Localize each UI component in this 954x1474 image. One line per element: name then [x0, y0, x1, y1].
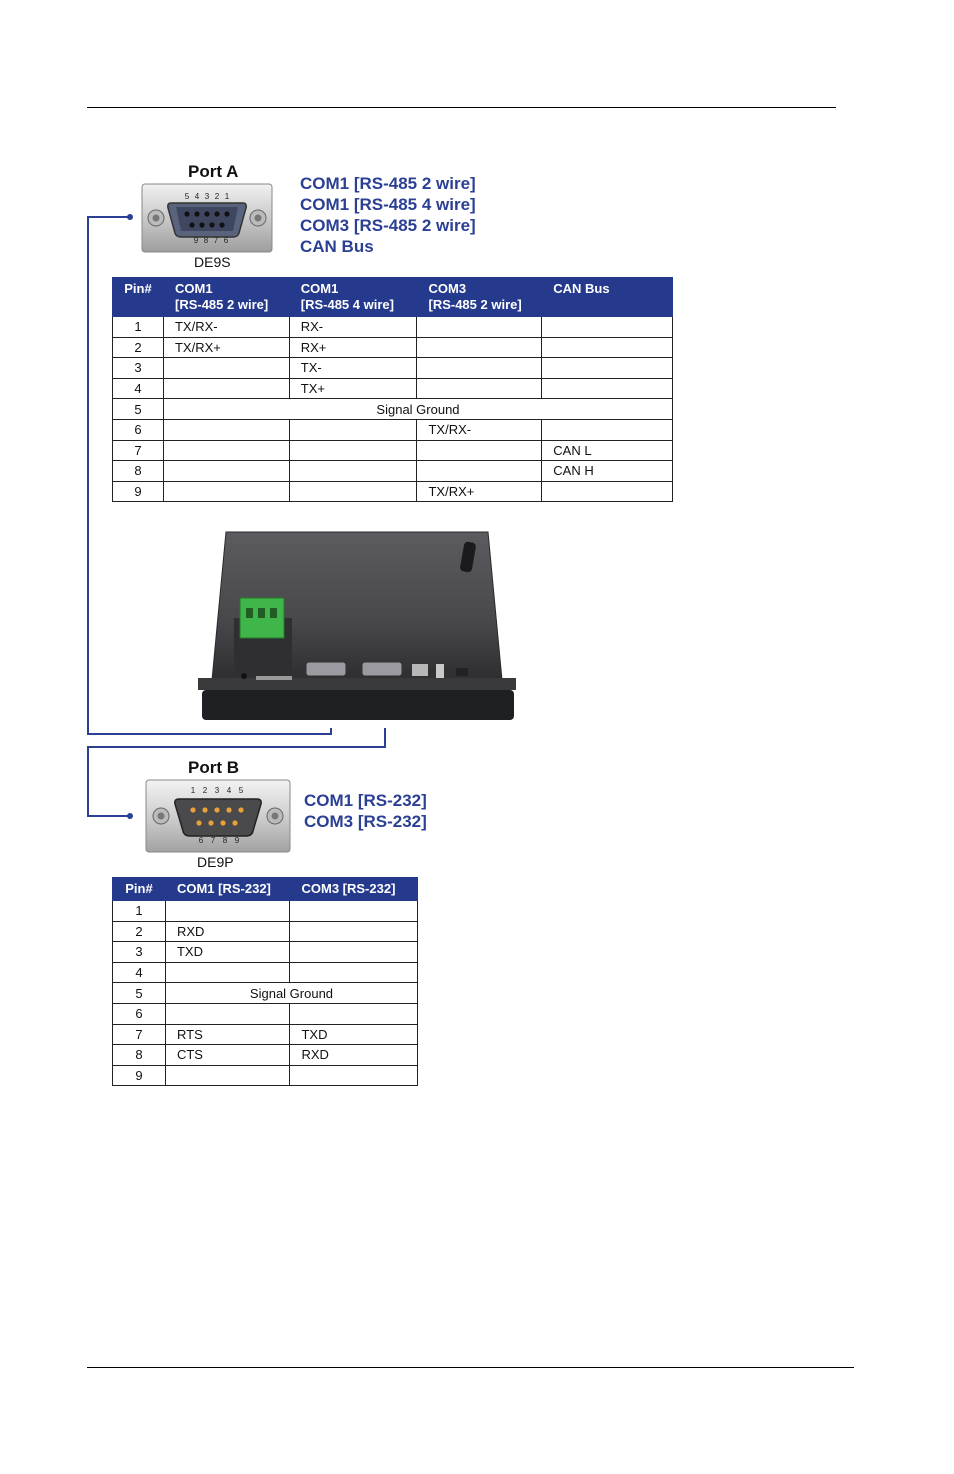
table-cell — [417, 378, 542, 399]
table-cell — [165, 1003, 290, 1024]
port-a-com-item: COM1 [RS-485 2 wire] — [300, 174, 476, 193]
table-row — [113, 461, 673, 482]
device-rear-photo — [196, 530, 518, 729]
pin-number: 7 — [113, 440, 164, 461]
table-row — [113, 1024, 418, 1045]
port-b-com-item: COM1 [RS-232] — [304, 791, 427, 810]
port-a-pin-label: 9 — [193, 236, 199, 245]
table-row — [113, 901, 418, 922]
port-a-pin-label: 3 — [204, 192, 210, 201]
table-cell: TXD — [165, 942, 290, 963]
table-header-row — [113, 278, 673, 317]
table-cell — [289, 461, 417, 482]
port-a-pin-label: 7 — [213, 236, 219, 245]
header-com3-rs232: COM3 [RS-232] — [290, 878, 418, 901]
table-row — [113, 962, 418, 983]
table-cell — [163, 419, 289, 440]
pin-number: 3 — [113, 358, 164, 379]
header-line: [RS-485 4 wire] — [300, 297, 394, 312]
table-cell — [165, 1065, 290, 1086]
table-row — [113, 440, 673, 461]
table-cell: TX/RX+ — [417, 481, 542, 502]
pin-number: 9 — [113, 1065, 166, 1086]
header-line: COM1 — [174, 281, 213, 296]
port-a-connector-label: DE9S — [194, 254, 231, 270]
table-cell: CTS — [165, 1045, 290, 1066]
table-cell: RXD — [165, 921, 290, 942]
port-a-com-item: COM3 [RS-485 2 wire] — [300, 216, 476, 235]
table-cell: RTS — [165, 1024, 290, 1045]
pin-number: 8 — [113, 1045, 166, 1066]
header-line: CAN Bus — [553, 281, 610, 296]
table-cell — [165, 901, 290, 922]
port-a-pin-label: 1 — [224, 192, 230, 201]
table-cell — [289, 481, 417, 502]
table-cell — [542, 419, 673, 440]
table-cell — [542, 378, 673, 399]
de9s-connector-image — [141, 183, 273, 253]
table-cell: RX- — [289, 317, 417, 338]
header-com1-4wire — [289, 278, 417, 317]
de9p-connector-image — [145, 779, 291, 853]
table-cell — [417, 461, 542, 482]
table-cell — [417, 317, 542, 338]
header-pin — [113, 278, 164, 317]
table-cell — [165, 962, 290, 983]
port-a-com-item: CAN Bus — [300, 237, 374, 256]
table-cell — [163, 378, 289, 399]
table-row — [113, 399, 673, 420]
table-cell — [290, 921, 418, 942]
header-pin: Pin# — [113, 878, 166, 901]
table-cell — [542, 481, 673, 502]
table-cell — [163, 440, 289, 461]
table-cell: RXD — [290, 1045, 418, 1066]
table-cell — [290, 1065, 418, 1086]
table-cell: TX/RX- — [417, 419, 542, 440]
signal-ground-cell: Signal Ground — [165, 983, 417, 1004]
table-cell: TX+ — [289, 378, 417, 399]
table-cell: TX- — [289, 358, 417, 379]
port-b-pin-label: 7 — [210, 836, 216, 845]
port-a-com-list — [300, 173, 476, 257]
table-cell — [289, 419, 417, 440]
pin-number: 1 — [113, 317, 164, 338]
table-cell — [163, 358, 289, 379]
port-b-pin-table — [112, 877, 418, 1086]
port-b-com-item: COM3 [RS-232] — [304, 812, 427, 831]
port-b-title: Port B — [188, 758, 239, 777]
table-header-row — [113, 878, 418, 901]
table-cell: RX+ — [289, 337, 417, 358]
pin-number: 7 — [113, 1024, 166, 1045]
port-b-pin-label: 5 — [238, 786, 244, 795]
pin-number: 2 — [113, 337, 164, 358]
port-b-pin-label: 8 — [222, 836, 228, 845]
table-cell: CAN L — [542, 440, 673, 461]
port-b-pin-label: 1 — [190, 786, 196, 795]
table-row — [113, 378, 673, 399]
header-line: [RS-485 2 wire] — [428, 297, 522, 312]
header-line: [RS-485 2 wire] — [174, 297, 269, 312]
table-row — [113, 942, 418, 963]
port-a-pin-label: 5 — [184, 192, 190, 201]
signal-ground-cell: Signal Ground — [163, 399, 672, 420]
header-com1-rs232: COM1 [RS-232] — [165, 878, 290, 901]
table-row — [113, 358, 673, 379]
port-a-pin-label: 2 — [214, 192, 220, 201]
table-cell — [290, 901, 418, 922]
table-cell — [290, 962, 418, 983]
header-com3-2wire — [417, 278, 542, 317]
header-line: COM3 — [428, 281, 467, 296]
port-a-pin-label: 8 — [203, 236, 209, 245]
port-a-pin-table — [112, 277, 673, 502]
port-b-pin-label: 2 — [202, 786, 208, 795]
port-b-com-list — [304, 790, 427, 832]
header-com1-2wire — [163, 278, 289, 317]
table-cell — [163, 481, 289, 502]
table-cell — [417, 440, 542, 461]
table-cell: TX/RX- — [163, 317, 289, 338]
pin-number: 9 — [113, 481, 164, 502]
header-rule — [87, 107, 836, 108]
port-b-connector-label: DE9P — [197, 854, 234, 870]
footer-rule — [87, 1367, 854, 1368]
port-a-com-item: COM1 [RS-485 4 wire] — [300, 195, 476, 214]
table-cell: TXD — [290, 1024, 418, 1045]
table-cell — [417, 337, 542, 358]
pin-number: 6 — [113, 419, 164, 440]
port-b-pin-label: 3 — [214, 786, 220, 795]
table-cell — [542, 337, 673, 358]
pin-number: 8 — [113, 461, 164, 482]
table-cell — [542, 358, 673, 379]
pin-number: 5 — [113, 399, 164, 420]
table-row — [113, 481, 673, 502]
table-row — [113, 921, 418, 942]
port-a-pin-label: 6 — [223, 236, 229, 245]
pin-number: 5 — [113, 983, 166, 1004]
table-cell — [542, 317, 673, 338]
table-row — [113, 1003, 418, 1024]
table-cell — [417, 358, 542, 379]
header-can-bus — [542, 278, 673, 317]
table-row — [113, 317, 673, 338]
port-b-pin-label: 6 — [198, 836, 204, 845]
table-cell: CAN H — [542, 461, 673, 482]
table-cell — [290, 1003, 418, 1024]
pin-number: 1 — [113, 901, 166, 922]
table-row — [113, 1065, 418, 1086]
table-row — [113, 419, 673, 440]
table-cell: TX/RX+ — [163, 337, 289, 358]
port-b-pin-label: 9 — [234, 836, 240, 845]
pin-number: 4 — [113, 378, 164, 399]
port-a-pin-label: 4 — [194, 192, 200, 201]
table-row — [113, 337, 673, 358]
table-cell — [290, 942, 418, 963]
table-cell — [289, 440, 417, 461]
header-line: Pin# — [124, 281, 152, 296]
header-line: COM1 — [300, 281, 339, 296]
port-a-title: Port A — [188, 162, 239, 181]
pin-number: 3 — [113, 942, 166, 963]
table-cell — [163, 461, 289, 482]
port-b-pin-label: 4 — [226, 786, 232, 795]
pin-number: 6 — [113, 1003, 166, 1024]
pin-number: 2 — [113, 921, 166, 942]
table-row — [113, 1045, 418, 1066]
pin-number: 4 — [113, 962, 166, 983]
table-row — [113, 983, 418, 1004]
